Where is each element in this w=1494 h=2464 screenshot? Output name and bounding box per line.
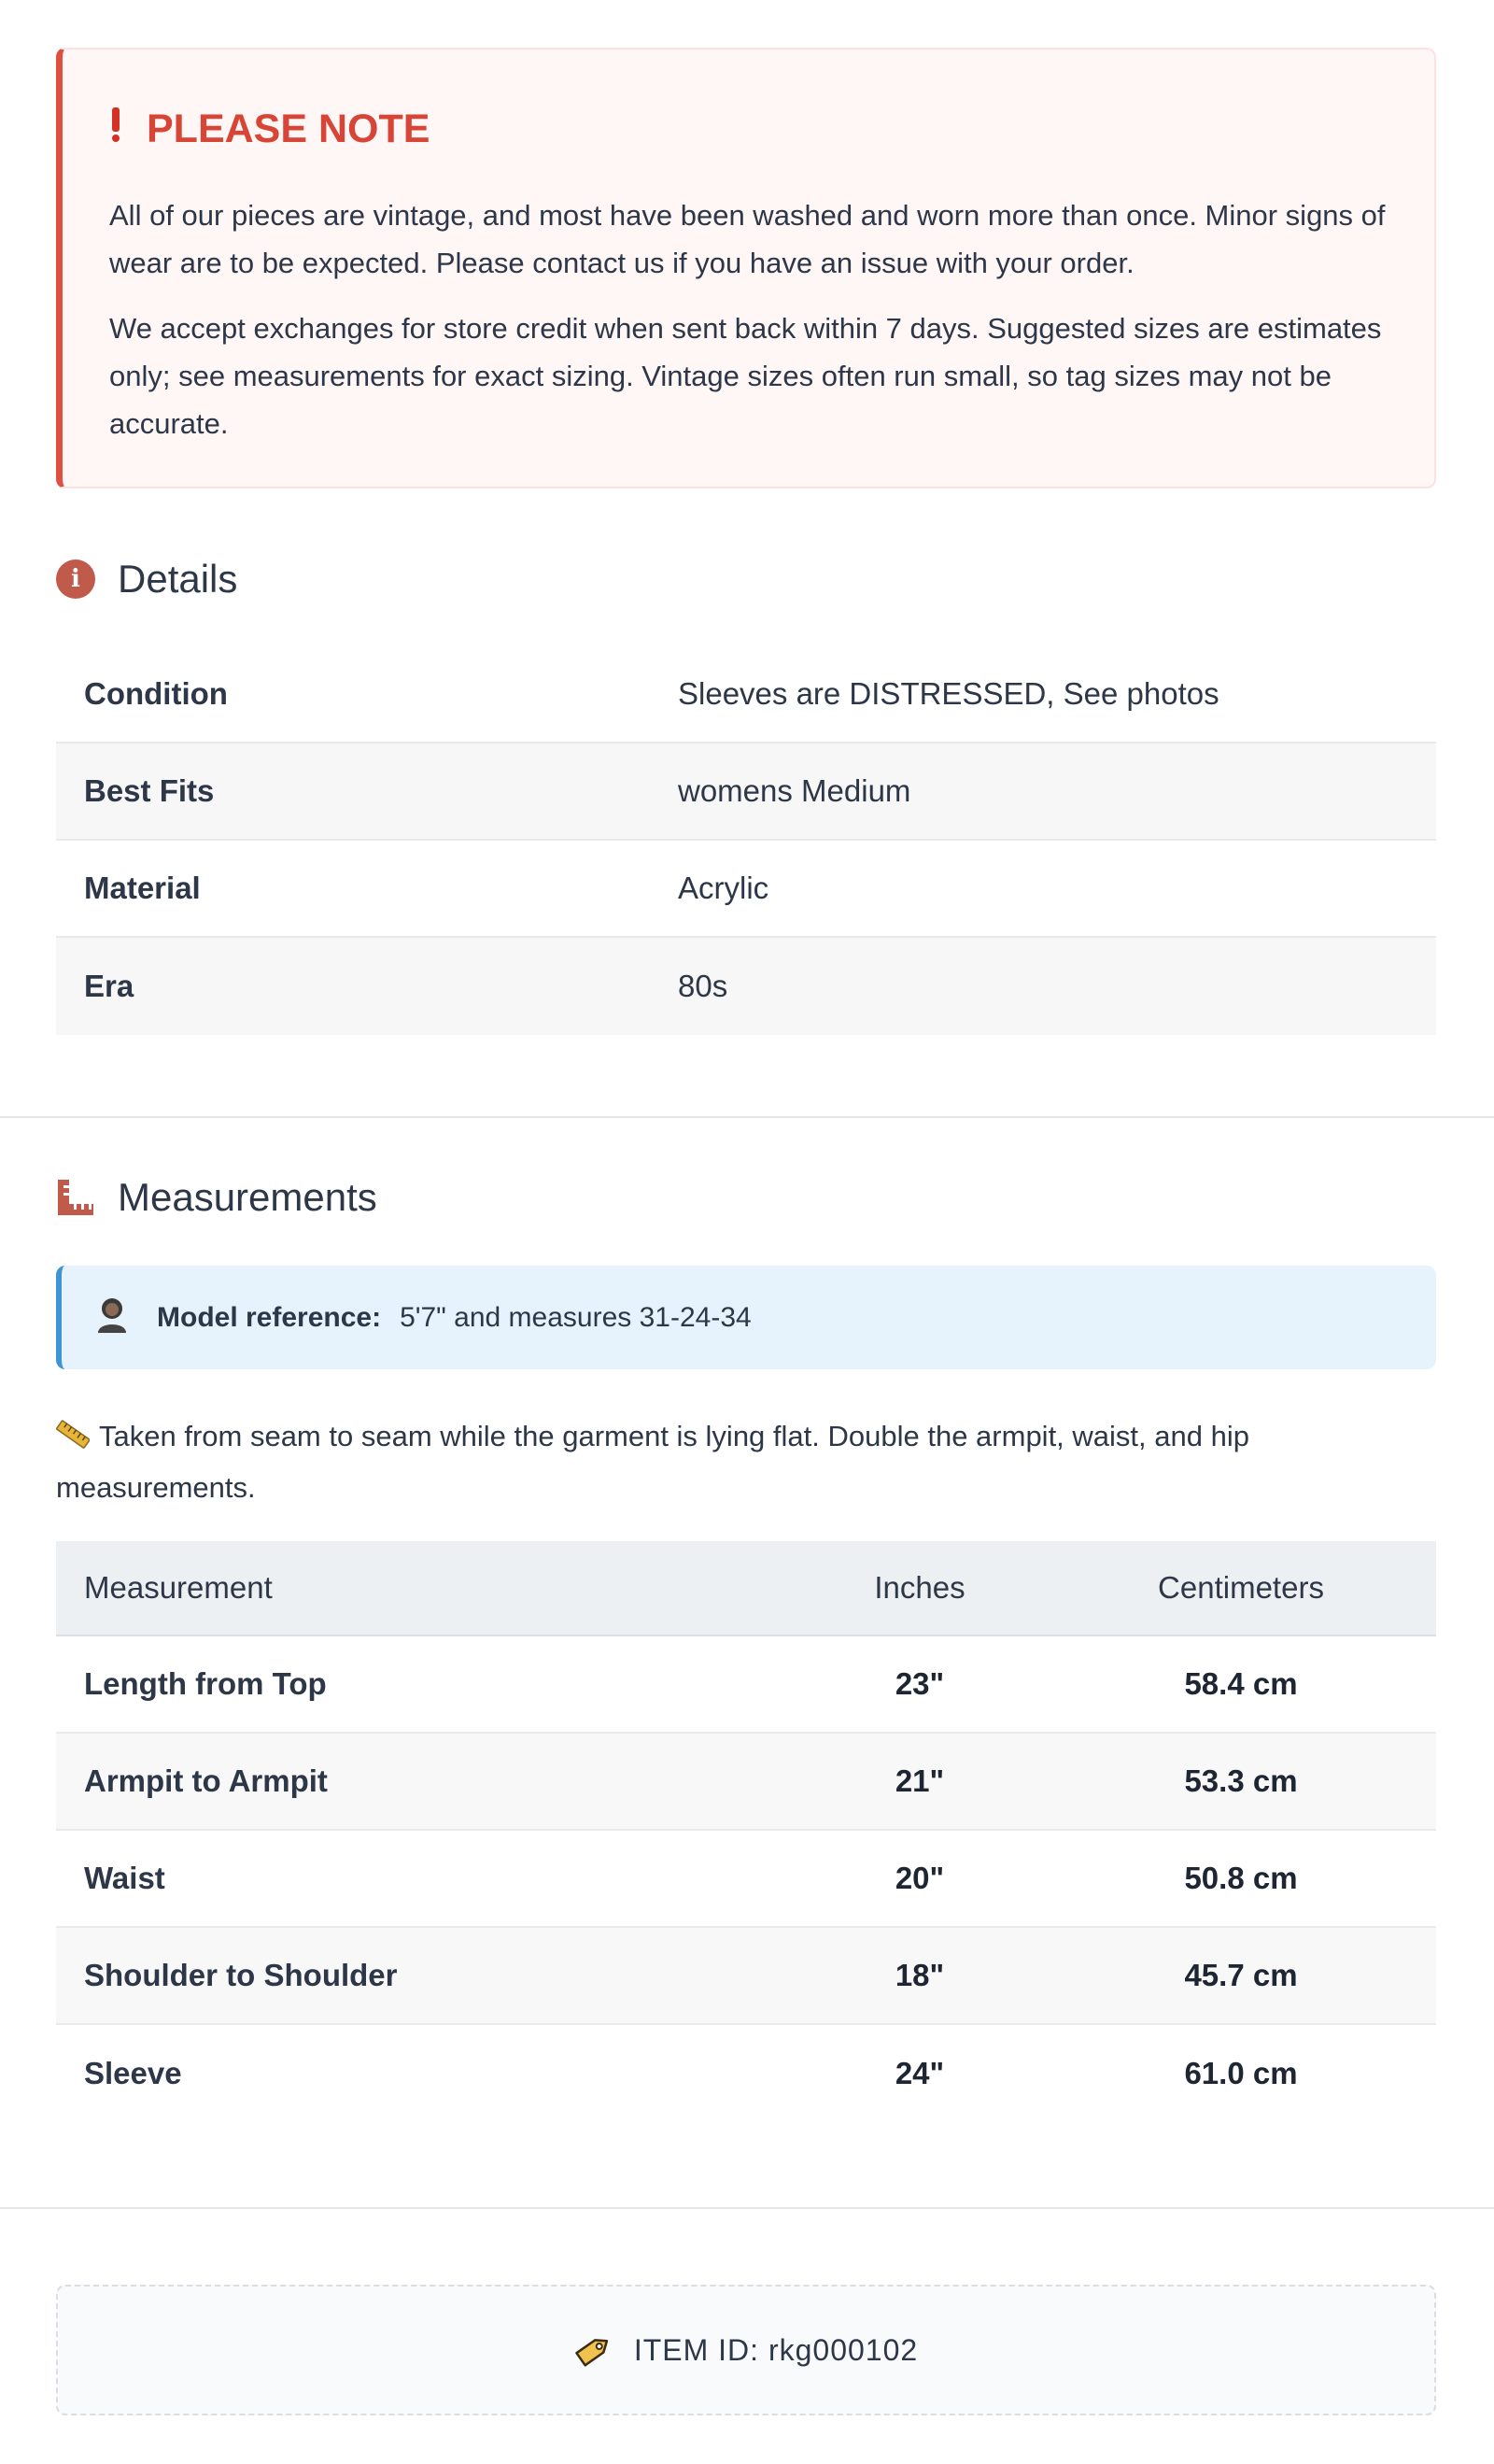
details-table xyxy=(56,646,1436,1035)
table-row xyxy=(56,2025,1436,2122)
measurements-table-body xyxy=(56,1636,1436,2122)
measurements-heading xyxy=(56,1175,377,1220)
table-row xyxy=(56,1734,1436,1831)
measurement-instructions-text: Taken from seam to seam while the garment is lying flat. Double the armpit, waist, and hip measurements. xyxy=(56,1420,1249,1504)
column-header-measurement: Measurement xyxy=(84,1570,273,1605)
details-value: 80s xyxy=(678,969,728,1003)
table-row xyxy=(56,1831,1436,1928)
person-icon xyxy=(95,1296,129,1340)
measurement-cm: 53.3 cm xyxy=(1184,1763,1298,1798)
section-divider xyxy=(0,1116,1494,1118)
exclamation-icon xyxy=(109,106,122,152)
measurement-name: Length from Top xyxy=(84,1666,327,1701)
measurement-name: Shoulder to Shoulder xyxy=(84,1958,398,1992)
model-reference-box xyxy=(56,1266,1436,1369)
details-row-era xyxy=(56,938,1436,1035)
tag-icon xyxy=(574,2331,613,2369)
details-heading-text: Details xyxy=(118,557,238,601)
measurements-table xyxy=(56,1541,1436,2122)
measurement-cm: 50.8 cm xyxy=(1184,1861,1298,1895)
measurement-inches: 18" xyxy=(895,1958,945,1992)
measurement-name: Sleeve xyxy=(84,2056,182,2090)
note-paragraph-1: All of our pieces are vintage, and most have been washed and worn more than once. Minor signs of wear are to be expected. Please contact us if you have an issue with your order. xyxy=(109,199,1386,279)
ruler-pencil-icon xyxy=(56,1416,90,1464)
details-label: Material xyxy=(84,871,201,905)
details-heading xyxy=(56,557,237,602)
measurement-cm: 61.0 cm xyxy=(1184,2056,1298,2090)
details-row-material xyxy=(56,841,1436,938)
details-label: Best Fits xyxy=(84,773,215,808)
details-value: Acrylic xyxy=(678,871,769,905)
model-reference-label: Model reference: xyxy=(157,1301,382,1333)
measurement-cm: 58.4 cm xyxy=(1184,1666,1298,1701)
details-value: Sleeves are DISTRESSED, See photos xyxy=(678,676,1219,711)
table-row xyxy=(56,1928,1436,2025)
table-row xyxy=(56,1636,1436,1734)
model-reference-value: 5'7" and measures 31-24-34 xyxy=(400,1301,752,1333)
measurements-heading-text: Measurements xyxy=(118,1175,377,1219)
measurement-inches: 20" xyxy=(895,1861,945,1895)
please-note-box xyxy=(56,48,1436,489)
measurement-inches: 23" xyxy=(895,1666,945,1701)
details-row-best-fits xyxy=(56,743,1436,841)
note-title-text: PLEASE NOTE xyxy=(147,106,430,151)
measurement-inches: 21" xyxy=(895,1763,945,1798)
item-id-text: ITEM ID: rkg000102 xyxy=(633,2332,919,2367)
details-row-condition xyxy=(56,646,1436,743)
info-icon: i xyxy=(56,559,95,599)
ruler-icon xyxy=(56,1178,95,1217)
measurement-inches: 24" xyxy=(895,2056,945,2090)
column-header-inches: Inches xyxy=(874,1570,965,1605)
section-divider xyxy=(0,2207,1494,2209)
details-label: Condition xyxy=(84,676,228,711)
column-header-centimeters: Centimeters xyxy=(1158,1570,1324,1605)
measurement-name: Waist xyxy=(84,1861,165,1895)
measurement-cm: 45.7 cm xyxy=(1184,1958,1298,1992)
note-title xyxy=(109,106,430,152)
measurements-table-header xyxy=(56,1541,1436,1636)
item-id-box xyxy=(56,2285,1436,2415)
measurement-name: Armpit to Armpit xyxy=(84,1763,328,1798)
measurement-instructions xyxy=(56,1412,1382,1511)
details-value: womens Medium xyxy=(678,773,911,808)
note-paragraph-2: We accept exchanges for store credit when sent back within 7 days. Suggested sizes are estimates only; see measurements for exact sizing. Vintage sizes often run small, so tag sizes may not be accurate. xyxy=(109,312,1382,440)
details-label: Era xyxy=(84,969,134,1003)
